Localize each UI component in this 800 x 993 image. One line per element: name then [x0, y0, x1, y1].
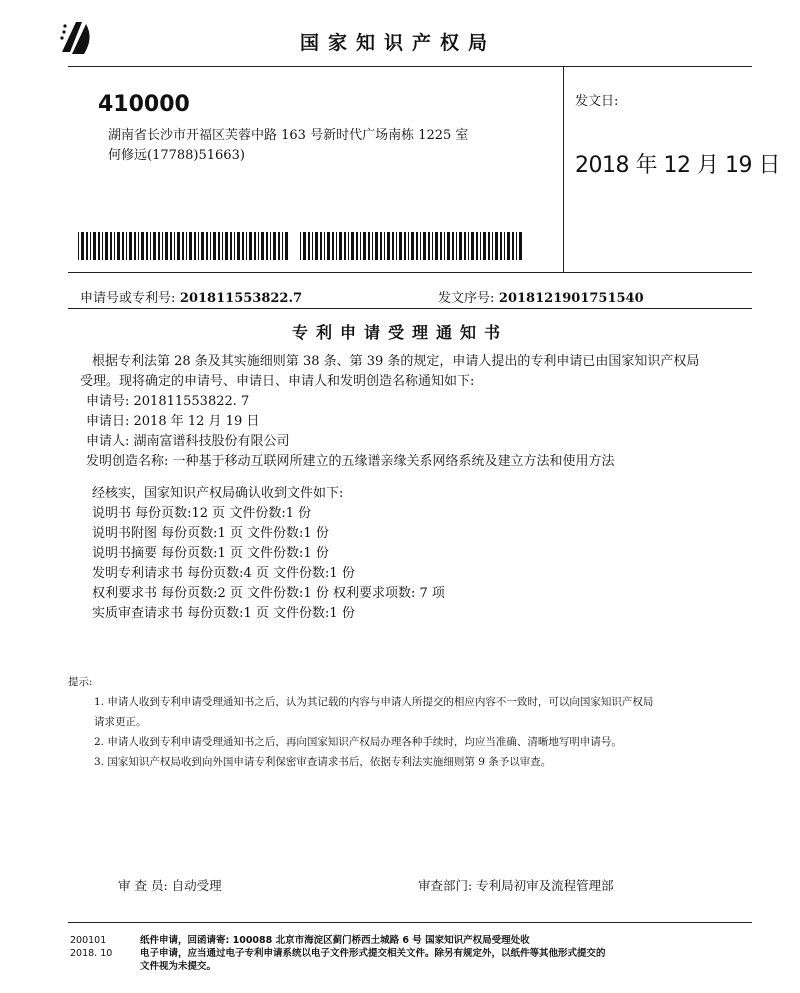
hint-1: 1. 申请人收到专利申请受理通知书之后，认为其记载的内容与申请人所提交的相应内容不一致时，可以向国家知识产权局	[94, 696, 654, 708]
file-item: 实质审查请求书 每份页数:1 页 文件份数:1 份	[92, 606, 355, 621]
intro-text-1: 根据专利法第 28 条及其实施细则第 38 条、第 39 条的规定，申请人提出的专利申请已由国家知识产权局	[92, 354, 700, 369]
send-date-label: 发文日:	[575, 94, 619, 109]
address-divider	[563, 66, 564, 272]
form-version: 2018. 10	[70, 948, 113, 959]
barcode-right	[300, 232, 522, 260]
hint-2: 2. 申请人收到专利申请受理通知书之后，再向国家知识产权局办理各种手续时，均应当准确、清晰地写明申请号。	[94, 736, 622, 748]
applicant-line: 申请人: 湖南富谱科技股份有限公司	[86, 434, 290, 449]
postcode: 410000	[98, 92, 190, 117]
footer-line-1: 纸件申请，回函请寄: 100088 北京市海淀区蓟门桥西土城路 6 号 国家知识产权局受理处收	[140, 935, 530, 946]
file-item: 说明书 每份页数:12 页 文件份数:1 份	[92, 506, 312, 521]
hint-1-cont: 请求更正。	[94, 716, 147, 728]
footer-rule	[68, 922, 752, 923]
recipient-address	[108, 126, 528, 166]
application-date-line: 申请日: 2018 年 12 月 19 日	[86, 414, 260, 429]
recipient-contact: 何修远(17788)51663)	[108, 148, 245, 163]
department: 审查部门: 专利局初审及流程管理部	[418, 878, 614, 893]
notice-title: 专利申请受理通知书	[291, 323, 508, 342]
form-code: 200101	[70, 935, 107, 946]
examiner: 审 查 员: 自动受理	[118, 878, 222, 893]
header-rule	[68, 66, 752, 67]
intro-line-2: 受理。现将确定的申请号、申请日、申请人和发明创造名称通知如下:	[80, 374, 475, 389]
file-item: 说明书附图 每份页数:1 页 文件份数:1 份	[92, 526, 329, 541]
footer-line-2: 电子申请，应当通过电子专利申请系统以电子文件形式提交相关文件。除另有规定外，以纸件等其他形式提交的	[140, 948, 606, 959]
notice-body	[80, 352, 772, 472]
numbers-bottom-rule	[68, 308, 752, 309]
footer-line-3: 文件视为未提交。	[140, 961, 217, 972]
invention-title-line: 发明创造名称: 一种基于移动互联网所建立的五缘谱亲缘关系网络系统及建立方法和使用方法	[86, 454, 615, 469]
application-number: 201811553822.7	[179, 291, 303, 306]
send-date: 2018 年 12 月 19 日	[575, 153, 780, 178]
barcode-left	[78, 232, 288, 260]
file-item: 说明书摘要 每份页数:1 页 文件份数:1 份	[92, 546, 329, 561]
application-number-row	[80, 287, 302, 306]
files-intro: 经核实，国家知识产权局确认收到文件如下:	[92, 486, 344, 501]
hints-label: 提示:	[68, 676, 93, 688]
hint-3: 3. 国家知识产权局收到向外国申请专利保密审查请求书后，依据专利法实施细则第 9 条予以审查。	[94, 756, 552, 768]
agency-name: 国家知识产权局	[300, 32, 497, 54]
cnipa-logo-icon	[60, 18, 94, 58]
address-bottom-rule	[68, 272, 752, 273]
application-no-line: 申请号: 201811553822. 7	[86, 394, 250, 409]
intro-line-1	[92, 352, 772, 372]
address-line: 湖南省长沙市开福区芙蓉中路 163 号新时代广场南栋 1225 室	[108, 128, 469, 143]
file-item: 权利要求书 每份页数:2 页 文件份数:1 份 权利要求项数: 7 项	[92, 586, 445, 601]
hints-section	[68, 672, 768, 772]
application-number-label: 申请号或专利号:	[80, 291, 176, 306]
document-number-row	[438, 287, 644, 306]
file-item: 发明专利请求书 每份页数:4 页 文件份数:1 份	[92, 566, 355, 581]
document-number-label: 发文序号:	[438, 291, 495, 306]
document-number: 2018121901751540	[498, 291, 644, 306]
received-files	[92, 484, 712, 624]
